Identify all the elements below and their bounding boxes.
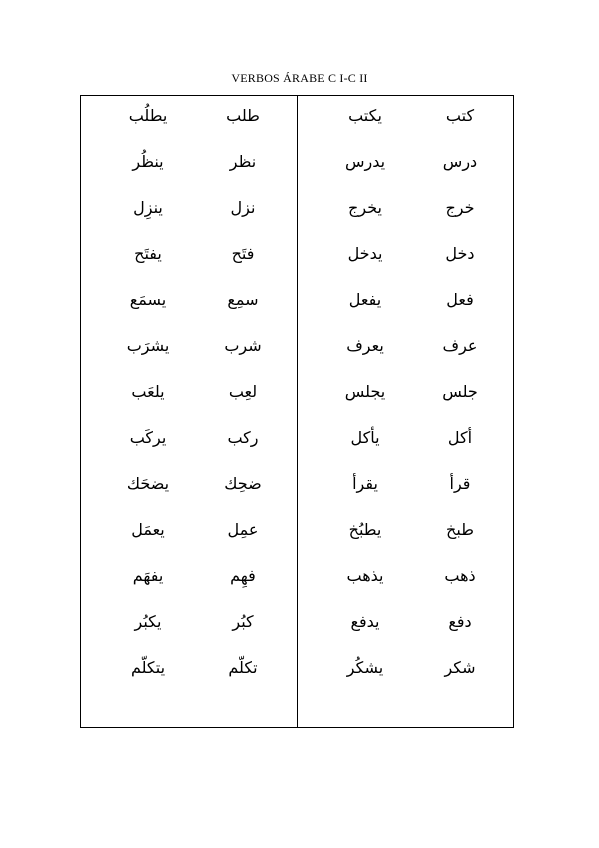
right-verb-row: [298, 280, 514, 320]
verb-present: يدرس: [344, 152, 386, 171]
verb-past: فعل: [446, 290, 474, 309]
verb-past: لعِب: [228, 382, 258, 401]
verb-past: جلس: [442, 382, 478, 401]
left-verb-row: [81, 372, 297, 412]
verb-present: يخرج: [348, 198, 382, 217]
left-verb-row: [81, 234, 297, 274]
right-verb-row: [298, 418, 514, 458]
verb-present: يركَب: [129, 428, 167, 447]
verb-past: كتب: [445, 106, 475, 125]
left-verb-row: [81, 326, 297, 366]
left-verb-row: [81, 418, 297, 458]
right-verb-row: [298, 234, 514, 274]
verb-present: يكتب: [348, 106, 382, 125]
verb-present: يفتَح: [134, 244, 162, 263]
verb-present: يعرف: [346, 336, 384, 355]
verb-past: طبخ: [446, 520, 474, 539]
verb-present: يجلس: [344, 382, 386, 401]
verb-present: يشرَب: [126, 336, 170, 355]
right-verb-row: [298, 96, 514, 136]
left-verb-row: [81, 188, 297, 228]
right-verb-row: [298, 602, 514, 642]
verb-past: نزل: [230, 198, 256, 217]
verb-present: يأكل: [350, 428, 380, 447]
verb-past: طلب: [226, 106, 260, 125]
verb-past: كبُر: [232, 612, 254, 631]
verb-present: يفعل: [348, 290, 382, 309]
verb-past: سمِع: [227, 290, 259, 309]
left-verb-row: [81, 648, 297, 688]
verb-present: يعمَل: [131, 520, 165, 539]
verb-past: ضحِك: [224, 474, 262, 493]
verb-present: ينزِل: [133, 198, 163, 217]
verb-past: فتَح: [231, 244, 255, 263]
verb-present: يقرأ: [352, 474, 378, 493]
verb-past: درس: [442, 152, 478, 171]
right-verb-row: [298, 648, 514, 688]
verb-past: عمِل: [227, 520, 259, 539]
right-verb-row: [298, 188, 514, 228]
verb-present: يدفع: [350, 612, 380, 631]
verb-present: ينظُر: [132, 152, 164, 171]
left-verb-row: [81, 602, 297, 642]
verb-past: دخل: [445, 244, 475, 263]
verb-past: دفع: [448, 612, 472, 631]
verb-present: يطبُخ: [348, 520, 382, 539]
verb-past: نظر: [229, 152, 257, 171]
verb-present: يلعَب: [131, 382, 165, 401]
verb-past: ركب: [227, 428, 259, 447]
left-verb-column: [81, 96, 297, 727]
verb-past: تكلّم: [228, 658, 258, 677]
verb-past: فهِم: [230, 566, 256, 585]
left-verb-row: [81, 510, 297, 550]
left-verb-row: [81, 464, 297, 504]
verb-past: شرب: [224, 336, 262, 355]
verb-present: يذهب: [346, 566, 384, 585]
right-verb-row: [298, 372, 514, 412]
verb-present: يكبُر: [134, 612, 162, 631]
verb-present: يفهَم: [132, 566, 164, 585]
verb-past: شكر: [444, 658, 476, 677]
right-verb-column: [298, 96, 514, 727]
left-verb-row: [81, 280, 297, 320]
right-verb-row: [298, 142, 514, 182]
right-verb-row: [298, 326, 514, 366]
verb-past: ذهب: [444, 566, 476, 585]
verb-present: يشكُر: [346, 658, 384, 677]
right-verb-row: [298, 510, 514, 550]
verb-past: أكل: [447, 428, 473, 447]
right-verb-row: [298, 464, 514, 504]
right-verb-row: [298, 556, 514, 596]
document-title: VERBOS ÁRABE C I-C II: [231, 71, 368, 85]
verb-past: عرف: [442, 336, 478, 355]
left-verb-row: [81, 96, 297, 136]
verbs-table: [80, 95, 514, 728]
verb-present: يدخل: [347, 244, 383, 263]
verb-past: خرج: [445, 198, 475, 217]
verb-past: قرأ: [449, 474, 471, 493]
verb-present: يسمَع: [129, 290, 167, 309]
verb-present: يضحَك: [126, 474, 170, 493]
verb-present: يطلُب: [128, 106, 168, 125]
left-verb-row: [81, 142, 297, 182]
left-verb-row: [81, 556, 297, 596]
verb-present: يتكلّم: [130, 658, 166, 677]
